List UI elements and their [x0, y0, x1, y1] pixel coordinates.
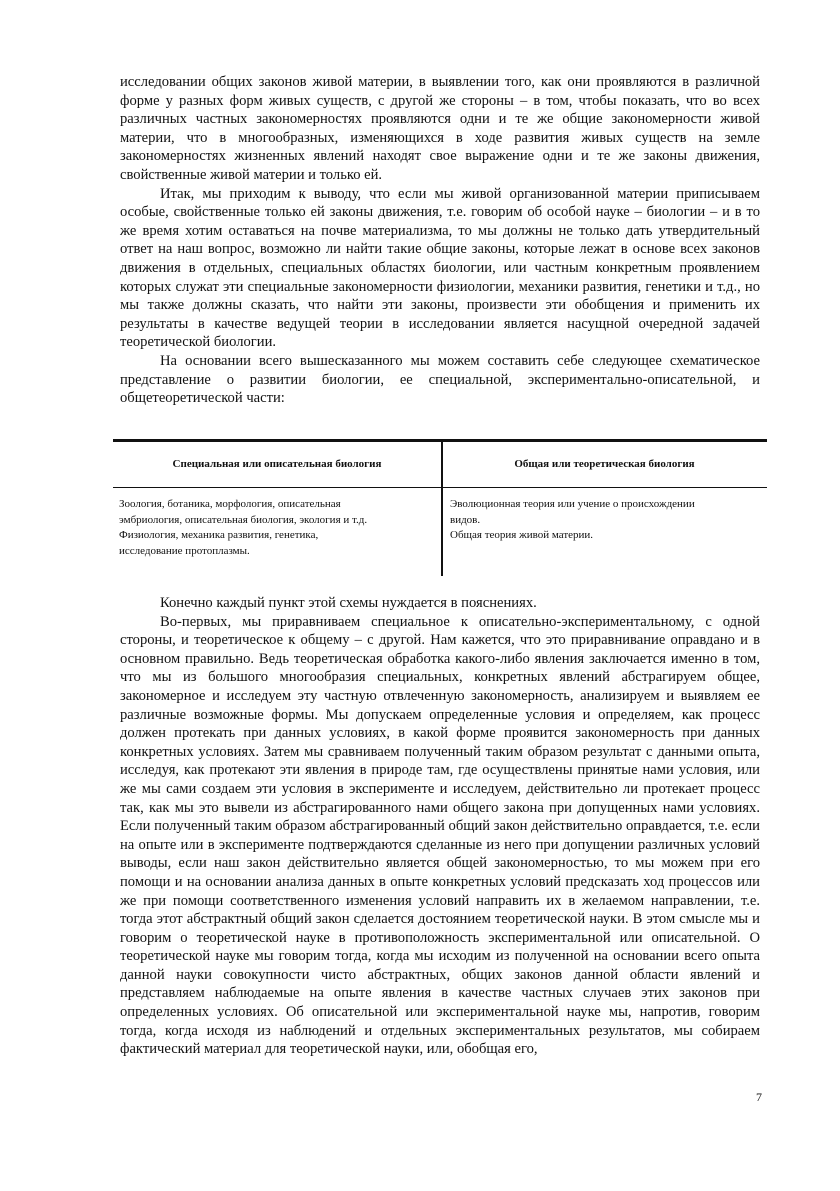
page-number: 7: [756, 1090, 762, 1104]
text-block-bottom: [120, 594, 760, 1059]
cell-line: Зоология, ботаника, морфология, описательная: [119, 498, 341, 510]
table-cell-theoretical-biology: [450, 497, 762, 544]
cell-line: исследование протоплазмы.: [119, 544, 250, 557]
paragraph: Во-первых, мы приравниваем специальное к описательно-экспериментальному, с одной стороны, и теоретическое к общему – с другой. Нам кажется, что это приравнивание оправдано и в основном правильно. Ведь теоретическая обработка какого-либо явления заключается именно в том, что мы из большого многообразия специальных, конкретных явлений абстрагируем общее, закономерное и исследуем эту частную отвлеченную закономерность, анализируем и выявляем ее различные возможные формы. Мы допускаем определенные условия и определяем, как процесс должен протекать при данных условиях, в какой форме проявится закономерность при данных конкретных условиях. Затем мы сравниваем полученный таким образом результат с данными опыта, исследуя, как протекают эти явления в природе там, где осуществлены принятые нами условия, или же мы сами создаем эти условия в эксперименте и исследуем, действительно ли протекает процесс так, как мы это вывели из абстрагированного нами общего закона при допущенных нами условиях. Если полученный таким образом абстрагированный общий закон действительно оправдается, т.е. если на опыте или в эксперименте подтверждаются сделанные из него при допущении различных условий выводы, если наш закон действительно является общей закономерностью, то мы можем при его помощи и на основании анализа данных в опыте конкретных условий предсказать ход процессов или же при помощи соответственного изменения условий направить их в желаемом направлении, т.е. тогда этот абстрактный общий закон сделается достоянием теоретической науки. В этом смысле мы и говорим о теоретической науке в противоположность экспериментальной или описательной. О теоретической науке мы говорим тогда, когда мы исходим из полученной на основании всего опыта данной науки совокупности чисто абстрактных, общих законов данной области явлений и представляем наблюдаемые на опыте явления в качестве частных случаев этих законов при определенных условиях. Об описательной или экспериментальной науке мы, напротив, говорим тогда, когда исходя из наблюдений и отдельных экспериментальных результатов, мы собираем фактический материал для теоретической науки, или, обобщая его,: [120, 613, 760, 1058]
text-block-top: [120, 73, 760, 408]
cell-line: Общая теория живой материи.: [450, 529, 594, 541]
paragraph: Конечно каждый пункт этой схемы нуждается в пояснениях.: [160, 595, 537, 611]
cell-line: Физиология, механика развития, генетика,: [119, 529, 319, 541]
table-cell-special-biology: [119, 497, 437, 559]
paragraph-continuation: исследовании общих законов живой материи, в выявлении того, как они проявляются в различной форме у разных форм живых существ, с другой же стороны – в том, чтобы показать, что во всех различных частных закономерностях проявляются одни и те же общие закономерности живой материи, что в многообразных, изменяющихся в ходе развития живых существ на земле закономерностях жизненных явлений находят свое выражение одни и те же законы движения, свойственные живой материи и только ей.: [120, 74, 760, 183]
table-header-special-biology: Специальная или описательная биология: [172, 458, 382, 470]
paragraph: На основании всего вышесказанного мы можем составить себе следующее схематическое представление о развитии биологии, ее специальной, экспериментально-описательной, и общетеоретической части:: [120, 352, 760, 407]
paragraph: Итак, мы приходим к выводу, что если мы живой организованной материи приписываем особые, свойственные только ей законы движения, т.е. говорим об особой науке – биологии – и в то же время хотим оставаться на почве материализма, то мы должны не только дать утвердительный ответ на наш вопрос, возможно ли найти такие общие законы, которые лежат в основе всех законов движения в отдельных, специальных областях биологии, или частным конкретным проявлением которых служат эти специальные закономерности физиологии, механики развития, генетики и т.д., но мы также должны сказать, что найти эти законы, произвести эти обобщения и применить их результаты в качестве ведущей теории в исследовании является насущной очередной задачей теоретической биологии.: [120, 185, 760, 351]
cell-line: Эволюционная теория или учение о происхождении: [450, 498, 695, 510]
cell-line: видов.: [450, 513, 481, 526]
table-top-rule: [113, 439, 767, 442]
biology-scheme-table: [113, 439, 767, 576]
cell-line: эмбриология, описательная биология, экология и т.д.: [119, 513, 368, 526]
table-header-rule: [113, 487, 767, 488]
table-header-theoretical-biology: Общая или теоретическая биология: [514, 458, 695, 470]
